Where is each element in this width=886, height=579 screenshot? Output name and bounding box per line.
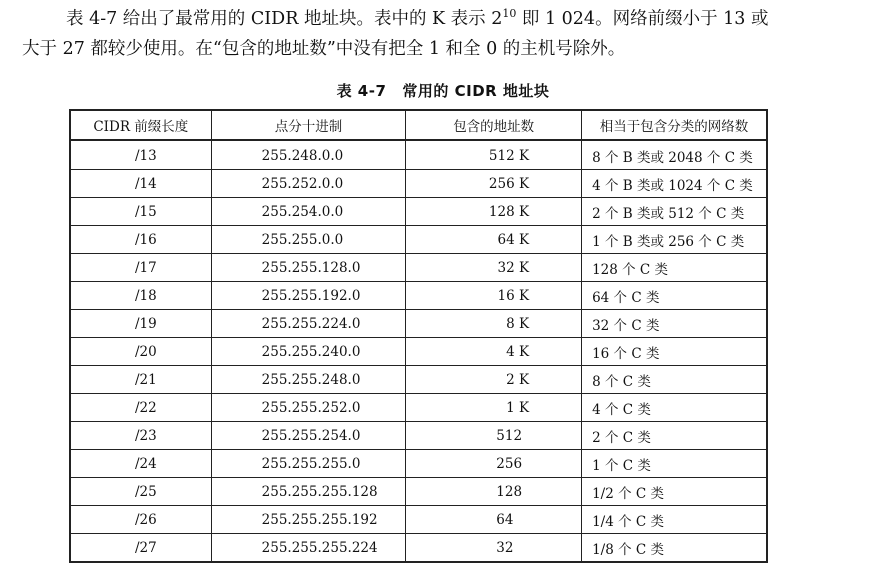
cell-prefix: /21: [70, 366, 211, 394]
cell-classful-networks: 8 个 B 类或 2048 个 C 类: [582, 140, 767, 170]
header-dotted-decimal: 点分十进制: [211, 110, 406, 140]
header-address-count: 包含的地址数: [406, 110, 582, 140]
table-header-row: [70, 110, 767, 140]
table-body: [70, 140, 767, 562]
cell-classful-networks: 128 个 C 类: [582, 254, 767, 282]
cell-classful-networks: 1 个 C 类: [582, 450, 767, 478]
cell-dotted-decimal: 255.255.128.0: [211, 254, 406, 282]
cell-address-count: 4 K: [406, 338, 582, 366]
cell-prefix: /19: [70, 310, 211, 338]
cell-address-count: 512 K: [406, 140, 582, 170]
cell-prefix: /16: [70, 226, 211, 254]
intro-line-2: 大于 27 都较少使用。在“包含的地址数”中没有把全 1 和全 0 的主机号除外。: [22, 39, 626, 59]
cell-prefix: /13: [70, 140, 211, 170]
table-row: [70, 506, 767, 534]
cell-classful-networks: 1 个 B 类或 256 个 C 类: [582, 226, 767, 254]
cell-dotted-decimal: 255.255.255.224: [211, 534, 406, 563]
cell-classful-networks: 1/2 个 C 类: [582, 478, 767, 506]
cell-classful-networks: 16 个 C 类: [582, 338, 767, 366]
table-row: [70, 394, 767, 422]
intro-line-1-end: 即 1 024。网络前缀小于 13 或: [516, 9, 769, 29]
cell-dotted-decimal: 255.255.0.0: [211, 226, 406, 254]
cell-dotted-decimal: 255.255.255.0: [211, 450, 406, 478]
cell-dotted-decimal: 255.255.254.0: [211, 422, 406, 450]
cell-dotted-decimal: 255.255.255.192: [211, 506, 406, 534]
cell-address-count: 64 K: [406, 226, 582, 254]
table-row: [70, 310, 767, 338]
cell-prefix: /14: [70, 170, 211, 198]
cell-prefix: /18: [70, 282, 211, 310]
cell-dotted-decimal: 255.255.248.0: [211, 366, 406, 394]
cell-dotted-decimal: 255.255.224.0: [211, 310, 406, 338]
table-row: [70, 226, 767, 254]
cell-dotted-decimal: 255.255.255.128: [211, 478, 406, 506]
header-classful-networks: 相当于包含分类的网络数: [582, 110, 767, 140]
table-row: [70, 534, 767, 563]
cell-address-count: 64: [406, 506, 582, 534]
cell-address-count: 16 K: [406, 282, 582, 310]
cell-dotted-decimal: 255.254.0.0: [211, 198, 406, 226]
cell-prefix: /26: [70, 506, 211, 534]
table-row: [70, 422, 767, 450]
cell-classful-networks: 2 个 B 类或 512 个 C 类: [582, 198, 767, 226]
cell-address-count: 128 K: [406, 198, 582, 226]
cell-prefix: /27: [70, 534, 211, 563]
cell-address-count: 128: [406, 478, 582, 506]
cell-address-count: 256 K: [406, 170, 582, 198]
table-row: [70, 140, 767, 170]
table-row: [70, 366, 767, 394]
table-row: [70, 282, 767, 310]
cell-dotted-decimal: 255.252.0.0: [211, 170, 406, 198]
cell-classful-networks: 8 个 C 类: [582, 366, 767, 394]
intro-line-1-start: 表 4-7 给出了最常用的 CIDR 地址块。表中的 K 表示 2: [66, 9, 503, 29]
table-row: [70, 338, 767, 366]
cell-dotted-decimal: 255.255.252.0: [211, 394, 406, 422]
cell-prefix: /25: [70, 478, 211, 506]
cell-prefix: /24: [70, 450, 211, 478]
cell-address-count: 2 K: [406, 366, 582, 394]
cell-classful-networks: 32 个 C 类: [582, 310, 767, 338]
cell-prefix: /22: [70, 394, 211, 422]
table-row: [70, 450, 767, 478]
table-row: [70, 478, 767, 506]
cell-classful-networks: 1/4 个 C 类: [582, 506, 767, 534]
cell-classful-networks: 1/8 个 C 类: [582, 534, 767, 563]
cell-prefix: /23: [70, 422, 211, 450]
table-caption: [0, 80, 886, 101]
table-number: 表 4-7: [336, 82, 387, 100]
cell-dotted-decimal: 255.248.0.0: [211, 140, 406, 170]
table-title: 常用的 CIDR 地址块: [402, 82, 550, 100]
cell-dotted-decimal: 255.255.240.0: [211, 338, 406, 366]
cell-address-count: 256: [406, 450, 582, 478]
cell-classful-networks: 2 个 C 类: [582, 422, 767, 450]
cell-classful-networks: 64 个 C 类: [582, 282, 767, 310]
header-prefix-length: CIDR 前缀长度: [70, 110, 211, 140]
table-row: [70, 198, 767, 226]
cell-address-count: 32: [406, 534, 582, 563]
cidr-table: [69, 109, 768, 563]
cell-address-count: 512: [406, 422, 582, 450]
cell-classful-networks: 4 个 C 类: [582, 394, 767, 422]
cell-classful-networks: 4 个 B 类或 1024 个 C 类: [582, 170, 767, 198]
cell-prefix: /20: [70, 338, 211, 366]
cell-address-count: 1 K: [406, 394, 582, 422]
cell-address-count: 32 K: [406, 254, 582, 282]
cell-prefix: /15: [70, 198, 211, 226]
cell-prefix: /17: [70, 254, 211, 282]
cell-dotted-decimal: 255.255.192.0: [211, 282, 406, 310]
intro-line-1: [22, 4, 882, 34]
table-row: [70, 170, 767, 198]
exponent: 10: [502, 7, 517, 20]
cell-address-count: 8 K: [406, 310, 582, 338]
table-row: [70, 254, 767, 282]
intro-paragraph: [22, 4, 882, 64]
